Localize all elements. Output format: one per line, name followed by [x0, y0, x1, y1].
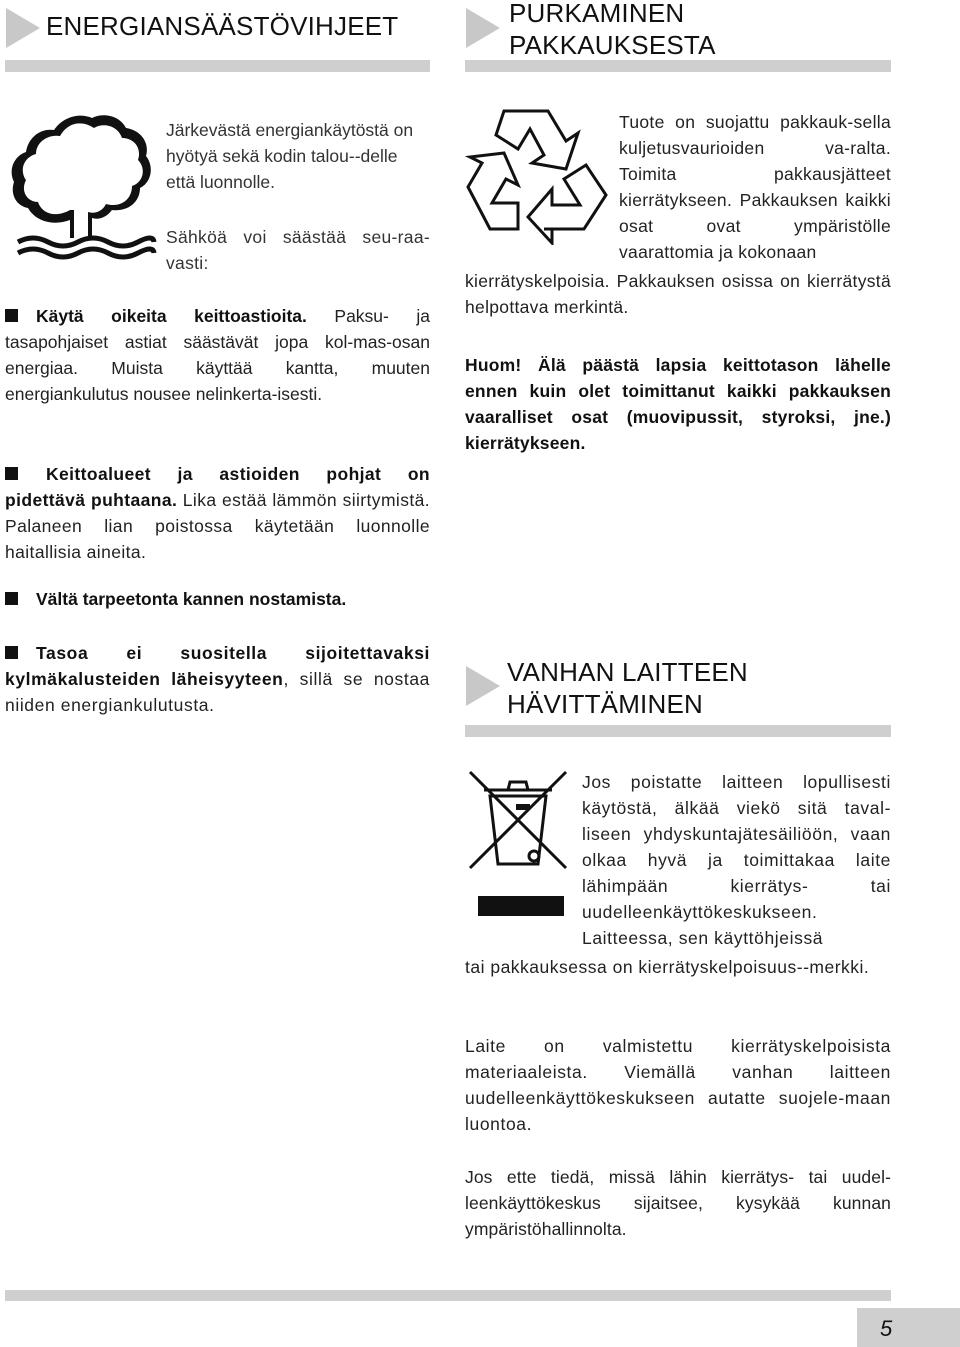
- bullet-2-bold: Keittoalueet ja astioiden pohjat on pidettävä puhtaana.: [5, 464, 430, 510]
- recycle-icon: [462, 105, 612, 245]
- left-heading: ENERGIANSÄÄSTÖVIHJEET: [46, 11, 399, 41]
- footer-bar: [5, 1290, 891, 1301]
- left-heading-bar: [5, 60, 430, 72]
- crossed-bin-icon: [466, 768, 572, 918]
- packaging-paragraph-cont: kierrätyskelpoisia. Pakkauksen osissa on kierrätystä helpottava merkintä.: [465, 271, 891, 317]
- bullet-square-icon: [5, 467, 18, 480]
- bullet-square-icon: [5, 646, 18, 659]
- page-number-box: [857, 1308, 960, 1347]
- bullet-2-text: Lika estää lämmön siirtymistä. Palaneen lian poistossa käytetään luonnolle haitallisia aineita.: [5, 490, 431, 562]
- section-arrow-icon: [466, 8, 500, 48]
- intro-paragraph-1: Järkevästä energiankäytöstä on hyötyä sekä kodin talou--delle että luonnolle.: [166, 120, 414, 192]
- disposal-paragraph-3: Jos ette tiedä, missä lähin kierrätys- tai uudel-leenkäyttökeskus sijaitsee, kysykää kunnan ympäristöhallinnolta.: [465, 1167, 891, 1239]
- bullet-item-1: [5, 303, 430, 407]
- section-arrow-icon: [466, 666, 500, 706]
- bullet-square-icon: [5, 309, 18, 322]
- bullet-3-bold: Vältä tarpeetonta kannen nostamista.: [36, 589, 347, 609]
- right-bottom-heading-bar: [465, 725, 891, 737]
- tree-icon: [8, 110, 158, 270]
- bullet-item-3: [5, 586, 430, 612]
- right-bottom-heading-1: VANHAN LAITTEEN: [507, 657, 748, 687]
- right-top-heading-2: PAKKAUKSESTA: [509, 30, 716, 60]
- bullet-1-text: Paksu- ja tasapohjaiset astiat säästävät jopa kol-mas-osan energiaa. Muista käyttää kantta, muuten energiankulutus nousee nelinkerta-isesti.: [5, 306, 430, 404]
- right-bottom-heading-2: HÄVITTÄMINEN: [507, 689, 703, 719]
- disposal-paragraph-1-cont: tai pakkauksessa on kierrätyskelpoisuus--merkki.: [465, 957, 870, 977]
- packaging-warning: Huom! Älä päästä lapsia keittotason lähelle ennen kuin olet toimittanut kaikki pakkauksen vaaralliset osat (muovipussit, styroksi, jne.) kierrätykseen.: [465, 355, 891, 453]
- bullet-4-text: , sillä se nostaa niiden energiankulutusta.: [5, 669, 430, 715]
- packaging-paragraph: Tuote on suojattu pakkauk-sella kuljetusvaurioiden va-ralta. Toimita pakkausjätteet kierrätykseen. Pakkauksen kaikki osat ovat ympäristölle vaarattomia ja kokonaan: [619, 112, 891, 262]
- bullet-item-4: [5, 640, 430, 718]
- bullet-item-2: [5, 461, 430, 565]
- right-top-heading-1: PURKAMINEN: [509, 0, 685, 28]
- disposal-paragraph-1: Jos poistatte laitteen lopullisesti käytöstä, älkää viekö sitä taval-liseen yhdyskuntajätesäiliöön, vaan olkaa hyvä ja toimittakaa laite lähimpään kierrätys- tai uudelleenkäyttökeskukseen. Laitteessa, sen käyttöhjeissä: [582, 772, 891, 948]
- bullet-square-icon: [5, 592, 18, 605]
- bullet-1-bold: Käytä oikeita keittoastioita.: [36, 306, 307, 326]
- section-arrow-icon: [6, 8, 40, 48]
- disposal-paragraph-2: Laite on valmistettu kierrätyskelpoisista materiaaleista. Viemällä vanhan laitteen uudelleenkäyttökeskukseen autatte suojele-maan luontoa.: [465, 1036, 891, 1134]
- page-number: 5: [880, 1316, 893, 1341]
- right-top-heading-bar: [465, 60, 891, 72]
- bullet-4-bold: Tasoa ei suositella sijoitettavaksi kylmäkalusteiden läheisyyteen: [5, 643, 430, 689]
- intro-paragraph-2: Sähköä voi säästää seu-raa- vasti:: [166, 227, 430, 273]
